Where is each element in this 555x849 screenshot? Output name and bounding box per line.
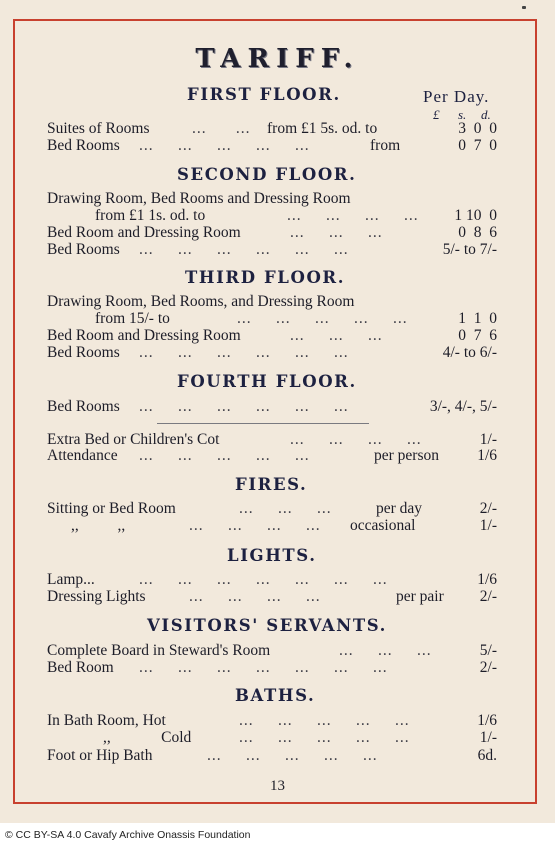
row-price: 1/-	[479, 431, 497, 448]
shillings-column-label: s.	[458, 107, 467, 122]
row-label: Extra Bed or Children's Cot	[47, 431, 220, 448]
row-label: Bed Rooms	[47, 137, 120, 154]
table-row: Attendance ... ... ... ... ... per person 1/6	[47, 447, 497, 464]
row-label: Bed Rooms	[47, 398, 120, 415]
row-label: In Bath Room, Hot	[47, 712, 166, 729]
table-row: Extra Bed or Children's Cot ... ... ... ... 1/-	[47, 431, 497, 448]
table-row: Bed Room and Dressing Room ... ... ... 0 8 6	[47, 224, 497, 241]
row-price: 1/6	[477, 447, 497, 464]
row-label: Foot or Hip Bath	[47, 747, 153, 764]
row-price: 3/-, 4/-, 5/-	[429, 398, 497, 415]
row-label: Complete Board in Steward's Room	[47, 642, 271, 659]
table-row: ,, ,, ... ... ... ... occasional 1/-	[71, 517, 497, 534]
table-row: Suites of Rooms ... ... from £1 5s. od. to 3 0 0	[47, 120, 497, 137]
baths-heading: BATHS.	[235, 686, 316, 705]
table-row: Foot or Hip Bath ... ... ... ... ... 6d.	[47, 747, 497, 764]
row-price: 1 1 0	[458, 310, 497, 327]
row-label: ,, Cold	[103, 729, 192, 746]
row-price: 5/-	[479, 642, 497, 659]
ditto-marks: ,, ,,	[71, 517, 126, 534]
row-middle: from £1 5s. od. to	[267, 120, 378, 137]
pounds-column-label: £	[433, 107, 440, 122]
page-title: TARIFF.	[195, 44, 360, 74]
fourth-floor-heading: FOURTH FLOOR.	[177, 372, 357, 391]
row-price: 2/-	[479, 500, 497, 517]
row-label: Bed Room and Dressing Room	[47, 327, 241, 344]
table-row	[47, 293, 497, 311]
table-row: In Bath Room, Hot ... ... ... ... ... 1/6	[47, 712, 497, 729]
row-label: from 15/- to	[95, 310, 170, 327]
row-price: 0 7 0	[458, 137, 497, 154]
paper-speck	[522, 6, 526, 9]
first-floor-heading: FIRST FLOOR.	[187, 85, 341, 104]
row-price: 0 8 6	[458, 224, 497, 241]
table-row: Bed Room ... ... ... ... ... ... ... 2/-	[47, 659, 497, 676]
table-row: from 15/- to ... ... ... ... ... 1 1 0	[95, 310, 497, 327]
third-floor-heading: THIRD FLOOR.	[185, 268, 346, 287]
credit-footer	[0, 823, 555, 849]
row-middle: from	[370, 137, 401, 154]
table-row: Bed Rooms ... ... ... ... ... from 0 7 0	[47, 137, 497, 154]
row-price: 3 0 0	[458, 120, 497, 137]
row-price: 2/-	[479, 659, 497, 676]
table-row: Bed Rooms ... ... ... ... ... ... 3/-, 4/-, 5/-	[47, 398, 497, 415]
fires-heading: FIRES.	[235, 475, 308, 494]
row-middle: per day	[376, 500, 423, 517]
section-divider	[157, 423, 369, 424]
per-day-header: Per Day.	[423, 87, 490, 106]
row-price: 1/-	[479, 517, 497, 534]
row-price: 0 7 6	[458, 327, 497, 344]
table-row: Bed Rooms ... ... ... ... ... ... 5/- to 7/-	[47, 241, 497, 258]
row-price: 2/-	[479, 588, 497, 605]
row-label: Drawing Room, Bed Rooms, and Dressing Room	[47, 293, 355, 310]
row-label: Drawing Room, Bed Rooms and Dressing Room	[47, 190, 351, 207]
row-label: Bed Rooms	[47, 344, 120, 361]
row-label: Sitting or Bed Room	[47, 500, 176, 517]
table-row	[47, 190, 497, 208]
row-label: Bed Room and Dressing Room	[47, 224, 241, 241]
row-label: Attendance	[47, 447, 118, 464]
row-price: 6d.	[477, 747, 497, 764]
table-row: ,, Cold ... ... ... ... ... 1/-	[103, 729, 497, 746]
row-label: Suites of Rooms	[47, 120, 150, 137]
row-label: Lamp...	[47, 571, 95, 588]
row-middle: occasional	[350, 517, 416, 534]
table-row: Complete Board in Steward's Room ... ... ... 5/-	[47, 642, 497, 659]
row-middle: per person	[374, 447, 439, 464]
credit-text: © CC BY-SA 4.0 Cavafy Archive Onassis Foundation	[5, 829, 251, 841]
row-label: Bed Rooms	[47, 241, 120, 258]
second-floor-heading: SECOND FLOOR.	[177, 165, 357, 184]
row-label: from £1 1s. od. to	[95, 207, 206, 224]
table-row: from £1 1s. od. to ... ... ... ... 1 10 0	[95, 207, 497, 224]
table-row: Lamp... ... ... ... ... ... ... ... 1/6	[47, 571, 497, 588]
page-number: 13	[270, 778, 285, 794]
table-row: Bed Rooms ... ... ... ... ... ... 4/- to 6/-	[47, 344, 497, 361]
row-price: 1 10 0	[454, 207, 497, 224]
pence-column-label: d.	[481, 107, 491, 122]
table-row: Dressing Lights ... ... ... ... per pair 2/-	[47, 588, 497, 605]
visitors-servants-heading: VISITORS' SERVANTS.	[147, 616, 388, 635]
row-label: Dressing Lights	[47, 588, 146, 605]
table-row: Bed Room and Dressing Room ... ... ... 0 7 6	[47, 327, 497, 344]
row-price: 1/6	[477, 712, 497, 729]
row-price: 1/6	[477, 571, 497, 588]
row-middle: per pair	[396, 588, 444, 605]
row-price: 5/- to 7/-	[442, 241, 497, 258]
row-price: 1/-	[479, 729, 497, 746]
table-row: Sitting or Bed Room ... ... ... per day 2/-	[47, 500, 497, 517]
lights-heading: LIGHTS.	[227, 546, 317, 565]
row-price: 4/- to 6/-	[442, 344, 497, 361]
row-label: Bed Room	[47, 659, 114, 676]
